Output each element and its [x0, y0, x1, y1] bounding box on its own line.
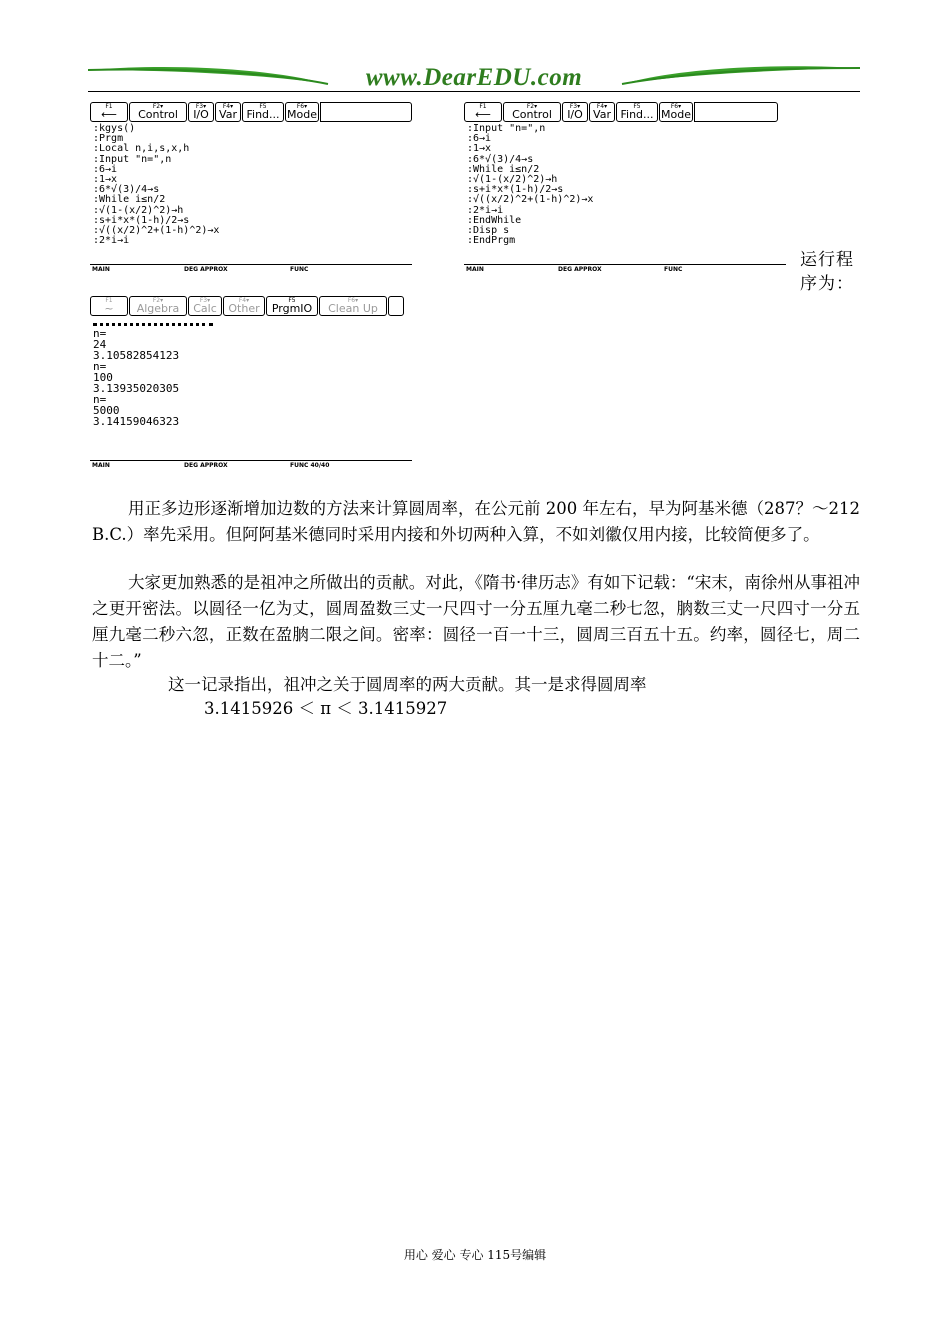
toolbar [464, 102, 779, 124]
side-note: 运行程序为： [800, 250, 854, 294]
toolbar-f1-button[interactable]: F1 ⟵ [90, 102, 128, 122]
paragraph-zu-chongzhi: 大家更加熟悉的是祖冲之所做出的贡献。对此，《隋书·律历志》有如下记载：“宋末，南徐州从事祖冲之更开密法。以圆径一亿为丈，圆周盈数三丈一尺四寸一分五厘九毫二秒七忽，朒数三丈一尺四寸一分五厘九毫二秒六忽，正数在盈朒二限之间。密率：圆径一百一十三，圆周三百五十五。约率，圆径七，周二十二。” [92, 573, 860, 670]
toolbar-mode-button[interactable]: F6▾ Mode [659, 102, 693, 122]
toolbar-mode-button[interactable]: F6▾ Mode [285, 102, 319, 122]
program-code: :Input "n=",n :6→i :1→x :6*√(3)/4→s :While i≤n/2 :√(1-(x/2)^2)→h :s+i*x*(1-h)/2→s :√((x/2)^2+(1-h)^2)→x :2*i→i :EndWhile :Disp s :EndPrgm [467, 123, 594, 247]
toolbar-control-button[interactable]: F2▾ Control [503, 102, 561, 122]
status-main: MAIN [92, 266, 110, 273]
toolbar-tail [388, 296, 404, 316]
toolbar-prgmio-button[interactable]: F5 PrgmIO [266, 296, 318, 316]
toolbar-var-button[interactable]: F4▾ Var [589, 102, 615, 122]
toolbar-var-button[interactable]: F4▾ Var [215, 102, 241, 122]
status-main: MAIN [92, 462, 110, 469]
toolbar [90, 296, 405, 318]
status-bar [90, 264, 412, 274]
pi-inequality: 3.1415926 ＜ π ＜ 3.1415927 [204, 699, 448, 718]
status-func: FUNC 40/40 [290, 462, 330, 469]
toolbar [90, 102, 413, 124]
status-bar [90, 460, 412, 470]
toolbar-control-button[interactable]: F2▾ Control [129, 102, 187, 122]
paragraph-archimedes: 用正多边形逐渐增加边数的方法来计算圆周率，在公元前 200 年左右，早为阿基米德（287？～212 B.C.）率先采用。但阿阿基米德同时采用内接和外切两种入算，不如刘徽仅用内接，比较简便多了。 [92, 499, 860, 544]
toolbar-find-button[interactable]: F5 Find... [616, 102, 658, 122]
paragraph-contributions: 这一记录指出，祖冲之关于圆周率的两大贡献。其一是求得圆周率 [168, 675, 647, 694]
page-header [88, 62, 860, 94]
output-history: n= 24 3.10582854123 n= 100 3.13935020305 n= 5000 3.14159046323 [93, 327, 180, 428]
page-footer: 用心 爱心 专心 115号编辑 [403, 1248, 547, 1262]
toolbar-algebra-button[interactable]: F2▾ Algebra [129, 296, 187, 316]
toolbar-io-button[interactable]: F3▾ I/O [562, 102, 588, 122]
toolbar-blank-area [320, 102, 412, 122]
status-mode: DEG APPROX [184, 266, 228, 273]
toolbar-calc-button[interactable]: F3▾ Calc [188, 296, 222, 316]
header-rule [88, 91, 860, 92]
toolbar-other-button[interactable]: F4▾ Other [223, 296, 265, 316]
status-mode: DEG APPROX [558, 266, 602, 273]
toolbar-blank-area [694, 102, 778, 122]
calculator-output-screen [90, 296, 412, 470]
toolbar-f1-button[interactable]: F1 ⟵ [464, 102, 502, 122]
status-func: FUNC [290, 266, 309, 273]
status-func: FUNC [664, 266, 683, 273]
status-main: MAIN [466, 266, 484, 273]
toolbar-f1-button[interactable]: F1 ~ [90, 296, 128, 316]
toolbar-io-button[interactable]: F3▾ I/O [188, 102, 214, 122]
program-code: :kgys() :Prgm :Local n,i,s,x,h :Input "n=",n :6→i :1→x :6*√(3)/4→s :While i≤n/2 :√(1-(x/2)^2)→h :s+i*x*(1-h)/2→s :√((x/2)^2+(1-h)^2)→x :2*i→i [93, 123, 220, 247]
calculator-program-screen-left [90, 102, 412, 274]
calculator-program-screen-right [464, 102, 786, 274]
status-mode: DEG APPROX [184, 462, 228, 469]
status-bar [464, 264, 786, 274]
toolbar-find-button[interactable]: F5 Find... [242, 102, 284, 122]
toolbar-cleanup-button[interactable]: F6▾ Clean Up [319, 296, 387, 316]
site-title: www.DearEDU.com [365, 64, 583, 91]
clipped-history-line [93, 319, 213, 326]
